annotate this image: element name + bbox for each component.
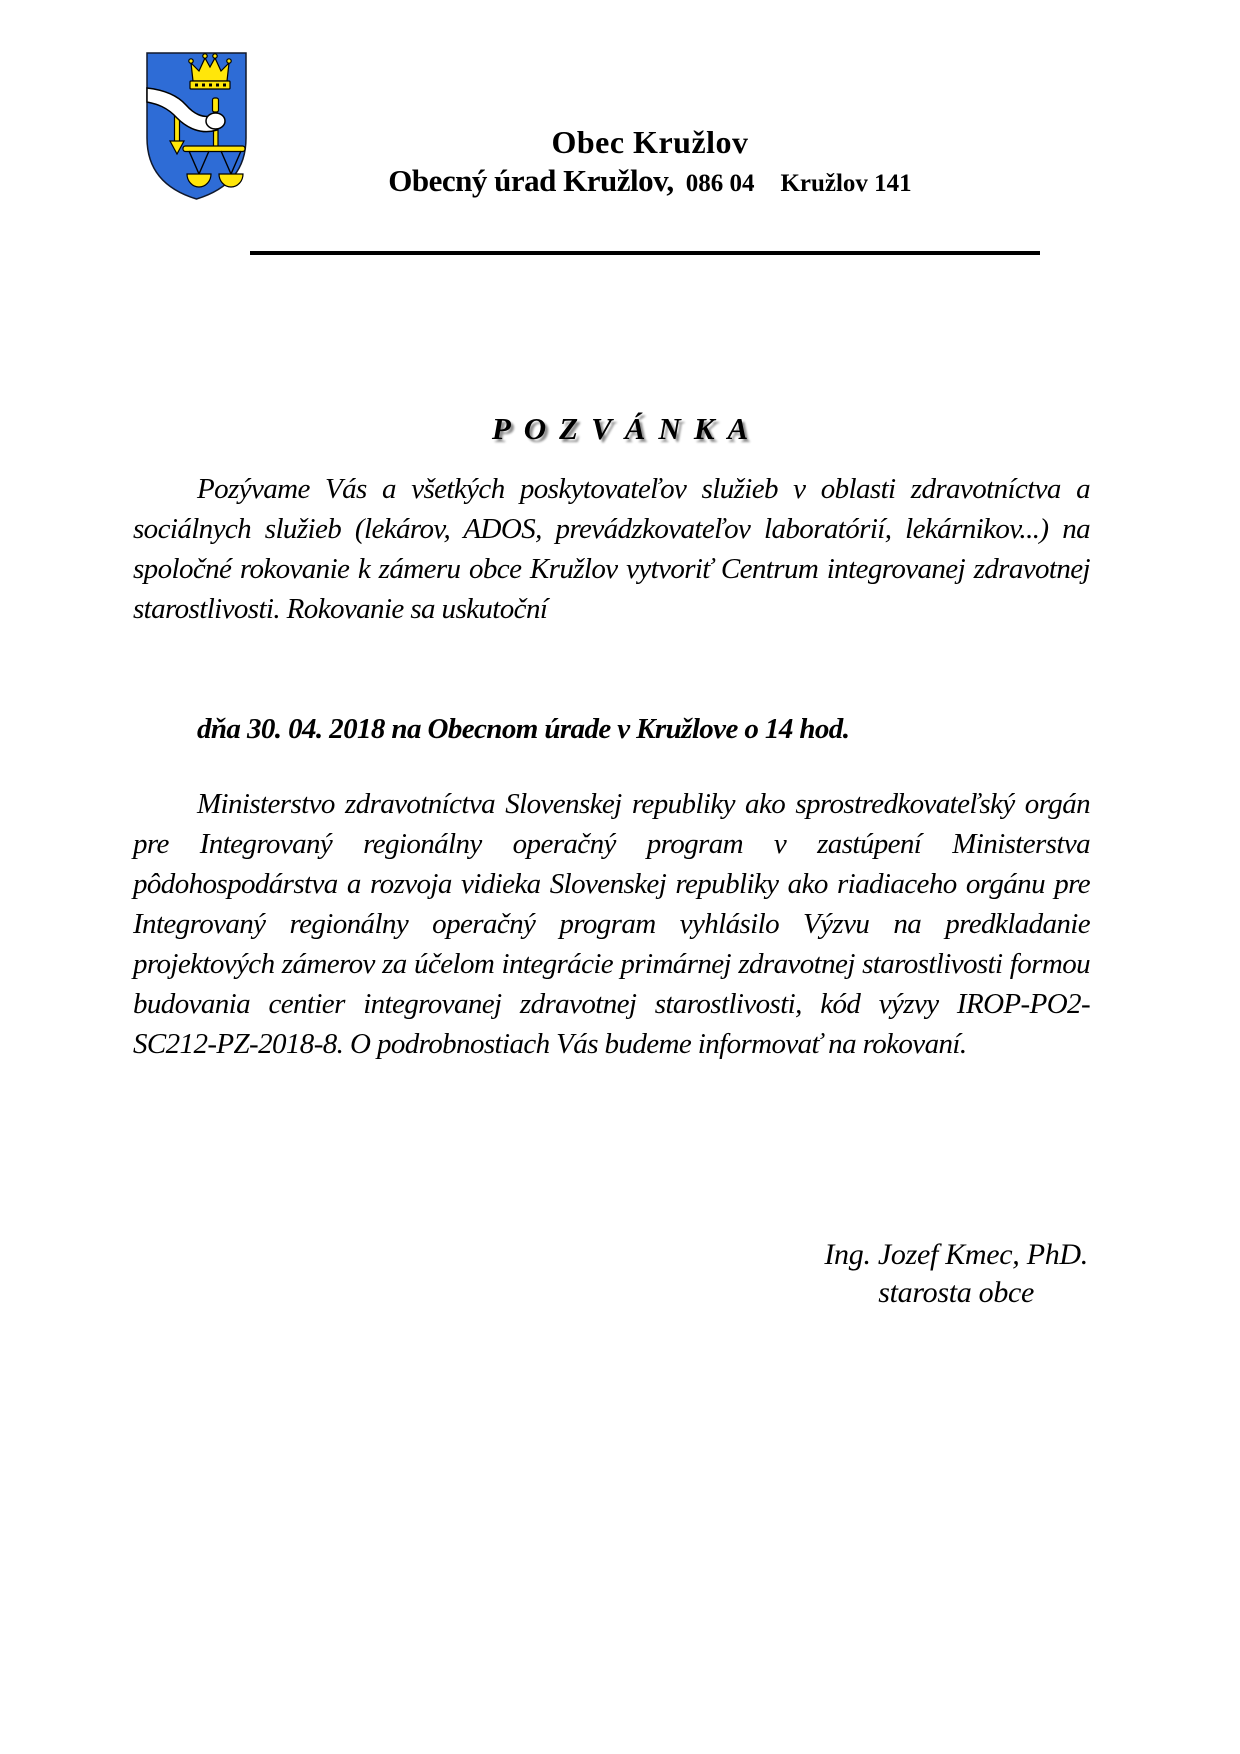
office-address-line <box>250 163 1050 199</box>
letterhead-text <box>250 50 1050 199</box>
signature-name: Ing. Jozef Kmec, PhD. <box>824 1238 1088 1271</box>
coat-of-arms <box>143 50 250 202</box>
document-title: POZVÁNKA <box>491 411 762 446</box>
header-divider-line <box>250 251 1040 255</box>
municipality-name: Obec Kružlov <box>551 124 749 160</box>
paragraph-meeting-date: dňa 30. 04. 2018 na Obecnom úrade v Kružlove o 14 hod. <box>197 713 850 745</box>
signature-row <box>0 1236 1240 1312</box>
office-location: Kružlov 141 <box>780 169 912 197</box>
signature-role: starosta obce <box>878 1276 1035 1309</box>
office-name: Obecný úrad Kružlov, <box>388 162 674 198</box>
paragraph-ministry-info: Ministerstvo zdravotníctva Slovenskej republiky ako sprostredkovateľský orgán pre Integrovaný regionálny operačný program v zastúpení Ministerstva pôdohospodárstva a rozvoja vidieka Slovenskej republiky ako riadiaceho orgánu pre Integrovaný regionálny operačný program vyhlásilo Výzvu na predkladanie projektových zámerov za účelom integrácie primárnej zdravotnej starostlivosti formou budovania centier integrovanej zdravotnej starostlivosti, kód výzvy IROP-PO2-SC212-PZ-2018-8. O podrobnostiach Vás budeme informovať na rokovaní. <box>133 788 1090 1060</box>
paragraph-invitation: Pozývame Vás a všetkých poskytovateľov služieb v oblasti zdravotníctva a sociálnych služieb (lekárov, ADOS, prevádzkovateľov laboratórií, lekárnikov...) na spoločné rokovanie k zámeru obce Kružlov vytvoriť Centrum integrovanej zdravotnej starostlivosti. Rokovanie sa uskutoční <box>133 473 1090 625</box>
office-postal-code: 086 04 <box>685 169 755 197</box>
signature-block <box>824 1236 1088 1312</box>
document-body <box>133 469 1090 1064</box>
document-title-row <box>0 411 1240 447</box>
letterhead <box>0 0 1240 202</box>
